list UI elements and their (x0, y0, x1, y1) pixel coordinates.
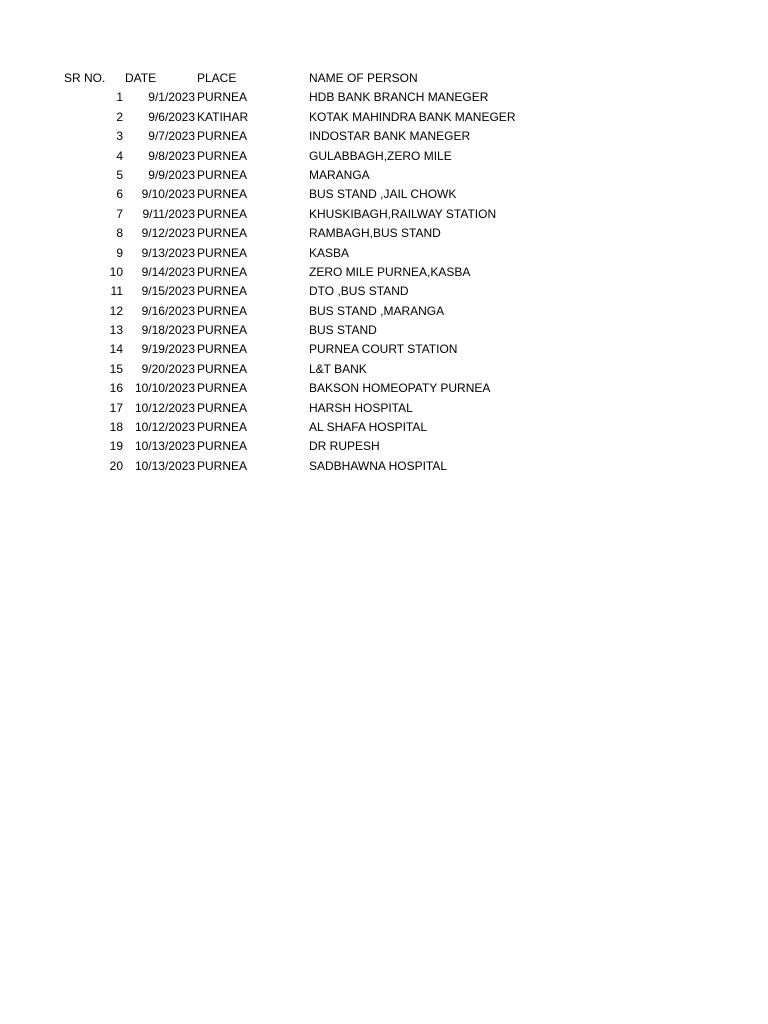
cell-sr-no: 14 (109, 342, 123, 357)
cell-date: 10/13/2023 (134, 439, 195, 454)
cell-sr-no: 12 (109, 303, 123, 318)
table-row (0, 205, 768, 224)
cell-date: 9/8/2023 (148, 148, 195, 163)
cell-place: PURNEA (197, 400, 248, 415)
table-row (0, 108, 768, 127)
header-date: DATE (125, 71, 157, 85)
cell-date: 10/12/2023 (134, 400, 195, 415)
header-sr-no: SR NO. (64, 71, 106, 85)
cell-sr-no: 18 (109, 420, 123, 435)
cell-place: PURNEA (197, 323, 248, 338)
cell-date: 9/11/2023 (142, 206, 195, 221)
spreadsheet-table (0, 69, 768, 476)
cell-sr-no: 8 (116, 226, 123, 241)
table-row (0, 166, 768, 185)
cell-date: 9/16/2023 (141, 303, 195, 318)
cell-name-of-person: BUS STAND ,JAIL CHOWK (309, 187, 457, 202)
cell-date: 9/1/2023 (148, 90, 195, 105)
cell-date: 10/12/2023 (134, 420, 195, 435)
table-row (0, 147, 768, 166)
cell-sr-no: 5 (116, 167, 123, 182)
table-row (0, 302, 768, 321)
cell-sr-no: 1 (116, 90, 123, 105)
cell-name-of-person: HDB BANK BRANCH MANEGER (309, 90, 489, 105)
table-row (0, 224, 768, 243)
table-row (0, 263, 768, 282)
cell-place: PURNEA (197, 439, 248, 454)
cell-place: PURNEA (197, 342, 248, 357)
cell-place: PURNEA (197, 420, 248, 435)
cell-name-of-person: L&T BANK (309, 361, 367, 376)
cell-date: 9/18/2023 (141, 323, 195, 338)
cell-sr-no: 6 (116, 187, 123, 202)
table-row (0, 88, 768, 107)
cell-date: 9/15/2023 (141, 284, 195, 299)
cell-date: 9/9/2023 (148, 167, 195, 182)
cell-sr-no: 7 (116, 206, 123, 221)
table-row (0, 321, 768, 340)
table-row (0, 457, 768, 476)
cell-date: 9/14/2023 (141, 264, 195, 279)
table-row (0, 340, 768, 359)
cell-place: PURNEA (197, 303, 248, 318)
cell-sr-no: 20 (109, 458, 123, 473)
table-row (0, 399, 768, 418)
cell-place: PURNEA (197, 381, 248, 396)
cell-name-of-person: HARSH HOSPITAL (309, 400, 413, 415)
cell-date: 10/10/2023 (134, 381, 195, 396)
cell-place: KATIHAR (197, 109, 249, 124)
cell-date: 9/7/2023 (148, 129, 195, 144)
table-row (0, 282, 768, 301)
cell-place: PURNEA (197, 148, 248, 163)
cell-date: 9/6/2023 (148, 109, 195, 124)
table-row (0, 437, 768, 456)
table-row (0, 127, 768, 146)
cell-date: 9/20/2023 (141, 361, 195, 376)
cell-name-of-person: MARANGA (309, 167, 370, 182)
cell-date: 9/10/2023 (141, 187, 195, 202)
cell-name-of-person: BUS STAND (309, 323, 377, 338)
cell-sr-no: 13 (109, 323, 123, 338)
cell-name-of-person: INDOSTAR BANK MANEGER (309, 129, 471, 144)
cell-sr-no: 11 (110, 284, 123, 299)
cell-sr-no: 3 (116, 129, 123, 144)
cell-name-of-person: GULABBAGH,ZERO MILE (309, 148, 452, 163)
cell-sr-no: 19 (109, 439, 123, 454)
cell-place: PURNEA (197, 90, 248, 105)
cell-sr-no: 16 (109, 381, 123, 396)
table-row (0, 244, 768, 263)
cell-place: PURNEA (197, 206, 248, 221)
cell-place: PURNEA (197, 264, 248, 279)
cell-name-of-person: KOTAK MAHINDRA BANK MANEGER (309, 109, 516, 124)
cell-place: PURNEA (197, 458, 248, 473)
cell-name-of-person: BUS STAND ,MARANGA (309, 303, 445, 318)
cell-place: PURNEA (197, 167, 248, 182)
cell-name-of-person: AL SHAFA HOSPITAL (309, 420, 428, 435)
cell-sr-no: 17 (109, 400, 123, 415)
cell-sr-no: 10 (109, 264, 123, 279)
cell-date: 9/12/2023 (141, 226, 195, 241)
cell-name-of-person: ZERO MILE PURNEA,KASBA (309, 264, 471, 279)
cell-date: 9/19/2023 (141, 342, 195, 357)
cell-date: 10/13/2023 (134, 458, 195, 473)
cell-place: PURNEA (197, 129, 248, 144)
cell-name-of-person: PURNEA COURT STATION (309, 342, 458, 357)
cell-place: PURNEA (197, 226, 248, 241)
cell-name-of-person: SADBHAWNA HOSPITAL (309, 458, 448, 473)
table-row (0, 185, 768, 204)
table-row (0, 360, 768, 379)
table-row (0, 379, 768, 398)
cell-place: PURNEA (197, 187, 248, 202)
cell-place: PURNEA (197, 284, 248, 299)
cell-name-of-person: DTO ,BUS STAND (309, 284, 409, 299)
cell-name-of-person: RAMBAGH,BUS STAND (309, 226, 441, 241)
cell-sr-no: 2 (116, 109, 123, 124)
header-place: PLACE (197, 71, 237, 85)
cell-sr-no: 9 (116, 245, 123, 260)
cell-place: PURNEA (197, 245, 248, 260)
table-row (0, 418, 768, 437)
cell-name-of-person: DR RUPESH (309, 439, 380, 454)
cell-place: PURNEA (197, 361, 248, 376)
table-body (0, 88, 768, 476)
cell-name-of-person: KHUSKIBAGH,RAILWAY STATION (309, 206, 497, 221)
cell-date: 9/13/2023 (141, 245, 195, 260)
cell-name-of-person: BAKSON HOMEOPATY PURNEA (309, 381, 491, 396)
header-row (0, 69, 768, 88)
cell-name-of-person: KASBA (309, 245, 350, 260)
header-name-of-person: NAME OF PERSON (309, 71, 418, 85)
cell-sr-no: 4 (116, 148, 123, 163)
cell-sr-no: 15 (109, 361, 123, 376)
